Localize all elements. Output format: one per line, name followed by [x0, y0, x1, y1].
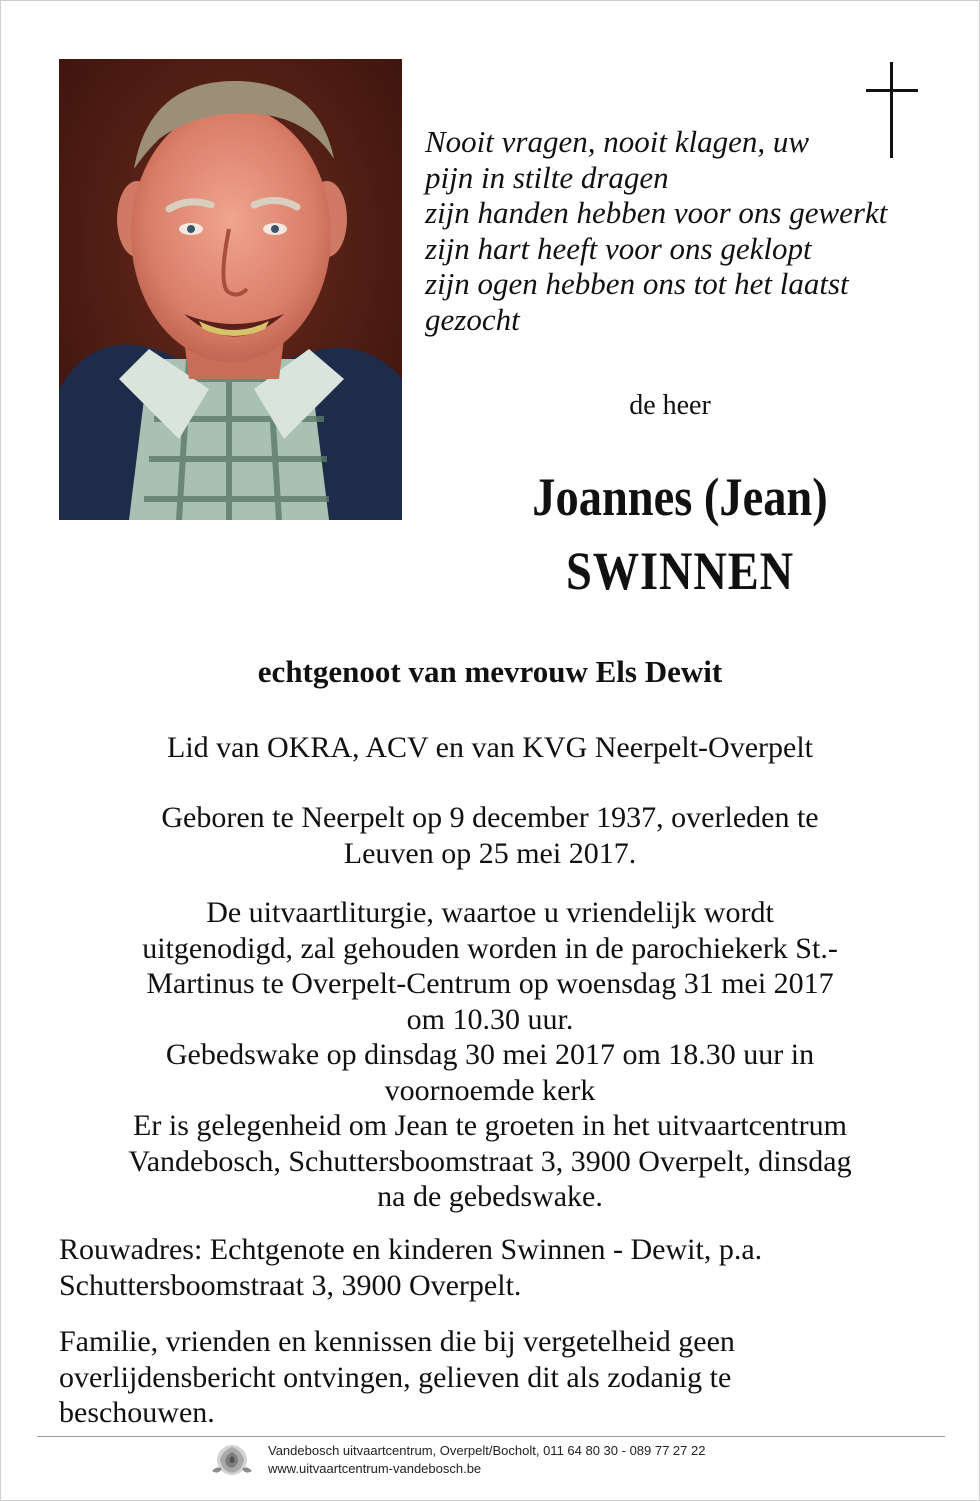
poem-line: Nooit vragen, nooit klagen, uw	[425, 124, 810, 159]
ceremony-line: voornoemde kerk	[384, 1073, 596, 1107]
ceremony-line: De uitvaartliturgie, waartoe u vriendelijk wordt	[206, 896, 774, 929]
honorific-title: de heer	[629, 390, 711, 421]
family-note-line: overlijdensbericht ontvingen, gelieven dit als zodanig te	[59, 1360, 732, 1394]
poem-line: zijn hart heeft voor ons geklopt	[425, 230, 812, 266]
footer-website[interactable]: www.uitvaartcentrum-vandebosch.be	[268, 1461, 482, 1476]
ceremony-line: om 10.30 uur.	[406, 1002, 574, 1036]
family-note	[59, 1324, 939, 1431]
ceremony-line: Gebedswake op dinsdag 30 mei 2017 om 18.30 uur in	[165, 1038, 815, 1071]
poem-line: zijn ogen hebben ons tot het laatst	[425, 266, 849, 301]
mourning-address	[59, 1232, 939, 1303]
poem	[425, 124, 945, 337]
address-line: Rouwadres: Echtgenote en kinderen Swinnen - Dewit, p.a.	[59, 1233, 763, 1266]
ceremony-line: uitgenodigd, zal gehouden worden in de parochiekerk St.-	[142, 931, 838, 965]
poem-line: zijn handen hebben voor ons gewerkt	[425, 195, 888, 230]
spouse-line: echtgenoot van mevrouw Els Dewit	[257, 654, 723, 689]
poem-line: pijn in stilte dragen	[425, 159, 669, 195]
birth-death-line: Geboren te Neerpelt op 9 december 1937, overleden te	[161, 801, 819, 834]
ceremony-line: Martinus te Overpelt-Centrum op woensdag 31 mei 2017	[146, 967, 834, 1000]
poem-line: gezocht	[425, 301, 520, 337]
birth-death-info	[40, 800, 940, 871]
birth-death-line: Leuven op 25 mei 2017.	[343, 836, 637, 870]
family-note-line: Familie, vrienden en kennissen die bij vergetelheid geen	[59, 1325, 735, 1358]
deceased-first-name: Joannes (Jean)	[532, 467, 828, 527]
footer-divider	[37, 1436, 945, 1437]
address-line: Schuttersboomstraat 3, 3900 Overpelt.	[59, 1268, 522, 1302]
footer-company: Vandebosch uitvaartcentrum, Overpelt/Bocholt, 011 64 80 30 - 089 77 27 22	[268, 1443, 706, 1458]
ceremony-line: Vandebosch, Schuttersboomstraat 3, 3900 Overpelt, dinsdag	[128, 1144, 852, 1178]
ceremony-line: Er is gelegenheid om Jean te groeten in het uitvaartcentrum	[133, 1109, 847, 1142]
ceremony-info	[40, 895, 940, 1215]
family-note-line: beschouwen.	[59, 1396, 215, 1429]
ceremony-line: na de gebedswake.	[377, 1180, 603, 1213]
rose-logo-icon	[206, 1441, 258, 1479]
membership-line: Lid van OKRA, ACV en van KVG Neerpelt-Overpelt	[167, 731, 813, 764]
deceased-last-name: SWINNEN	[566, 541, 794, 601]
portrait-photo	[59, 59, 402, 520]
footer-text	[268, 1442, 705, 1478]
